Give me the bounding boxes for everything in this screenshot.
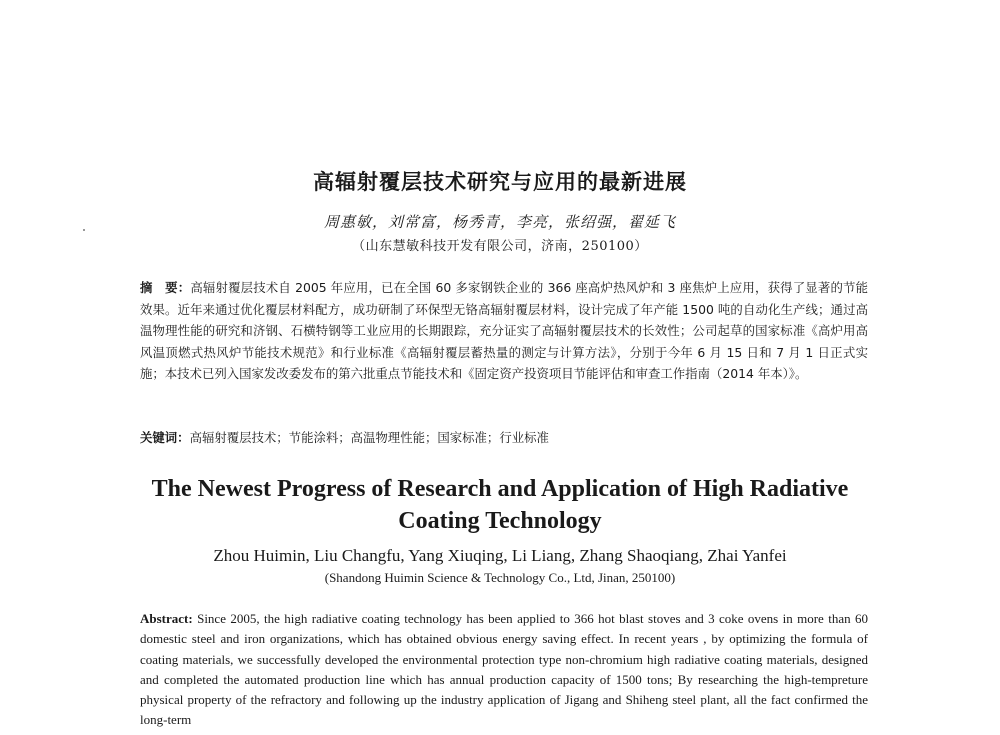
chinese-abstract xyxy=(140,277,868,385)
chinese-keywords-label: 关键词： xyxy=(140,430,190,445)
chinese-keywords-text: 高辐射覆层技术；节能涂料；高温物理性能；国家标准；行业标准 xyxy=(189,430,549,445)
chinese-abstract-label: 摘 要： xyxy=(140,280,191,295)
chinese-keywords xyxy=(140,428,868,448)
english-authors: Zhou Huimin, Liu Changfu, Yang Xiuqing, Li Liang, Zhang Shaoqiang, Zhai Yanfei xyxy=(213,546,787,565)
english-abstract-label: Abstract: xyxy=(140,611,198,626)
english-title: The Newest Progress of Research and Application of High Radiative Coating Technology xyxy=(151,476,849,534)
chinese-abstract-text: 高辐射覆层技术自 2005 年应用，已在全国 60 多家钢铁企业的 366 座高炉热风炉和 3 座焦炉上应用，获得了显著的节能效果。近年来通过优化覆层材料配方，成功研制了环保型无铬高辐射覆层材料，设计完成了年产能 1500 吨的自动化生产线；通过高温物理性能的研究和济钢、石横特钢等工业应用的长期跟踪，充分证实了高辐射覆层技术的长效性；公司起草的国家标准《高炉用高风温顶燃式热风炉节能技术规范》和行业标准《高辐射覆层蓄热量的测定与计算方法》，分别于今年 6 月 15 日和 7 月 1 日正式实施；本技术已列入国家发改委发布的第六批重点节能技术和《固定资产投资项目节能评估和审查工作指南（2014 年本）》。 xyxy=(140,280,869,381)
chinese-affiliation: （山东慧敏科技开发有限公司，济南，250100） xyxy=(352,239,648,254)
english-affiliation: (Shandong Huimin Science & Technology Co., Ltd, Jinan, 250100) xyxy=(324,570,676,585)
english-abstract-text: Since 2005, the high radiative coating technology has been applied to 366 hot blast stoves and 3 coke ovens in more than 60 domestic steel and iron organizations, which has obtained obvious energy saving effect. In recent years , by optimizing the formula of coating materials, we successfully developed the environmental protection type non-chromium high radiative coating materials, designed and completed the automated production line which has annual production capacity of 1500 tons; By researching the high-tempreture physical property of the refractory and following up the industry application of Jigang and Shiheng steel plant, all the fact confirmed the long-term xyxy=(140,611,868,728)
english-abstract xyxy=(140,609,868,731)
chinese-authors: 周惠敏，刘常富，杨秀青，李亮，张绍强，翟延飞 xyxy=(323,213,676,231)
chinese-title: 高辐射覆层技术研究与应用的最新进展 xyxy=(313,170,687,194)
